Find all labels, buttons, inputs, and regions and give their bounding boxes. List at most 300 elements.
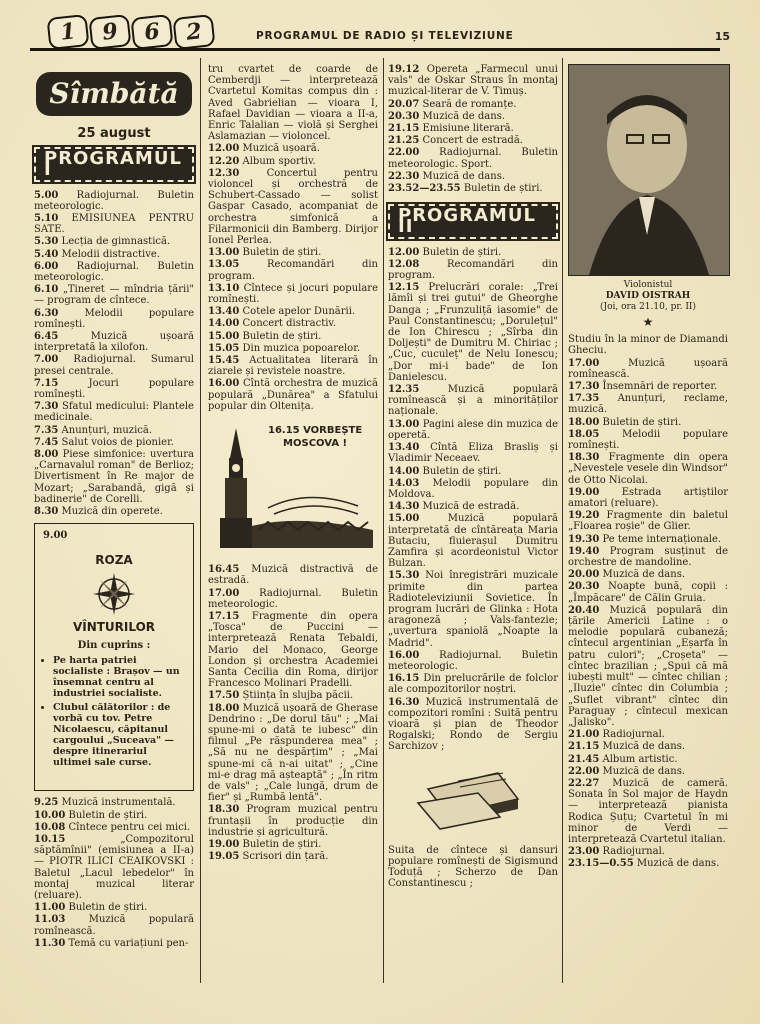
schedule-item bbox=[34, 834, 194, 901]
schedule-text: Lecția de gimnastică. bbox=[61, 236, 171, 248]
schedule-item bbox=[568, 487, 728, 509]
schedule-item bbox=[208, 703, 378, 804]
schedule-time: 12.35 bbox=[388, 384, 420, 396]
schedule-text: Muzică de dans. bbox=[602, 765, 686, 777]
schedule-text: Pe teme internaționale. bbox=[602, 533, 722, 545]
schedule-item bbox=[208, 564, 378, 586]
schedule-time: 19.00 bbox=[568, 486, 600, 498]
schedule-text: Melodii populare romînești. bbox=[34, 307, 194, 330]
schedule-time: 12.20 bbox=[208, 155, 240, 167]
schedule-text: Muzică distractivă de estradă. bbox=[208, 564, 378, 587]
schedule-text: Prelucrări corale: „Trei lămîi și trei gutui" de Gheorghe Danga ; „Frunzuliță iasomie" de Paul Constantinescu; „Dorulețul" de Ion Chirescu ; „Sîrba din Doljești" de Dumitru M. Chiriac ; „Cuc, cuculeț" de Nelu Ionescu; „Dor mi-i bade" de Ion Danielescu. bbox=[388, 282, 558, 383]
schedule-text: Muzică populară interpretată de cîntăreața Maria Butaciu, fluierașul Dumitru Zamfira și acordeonistul Victor Bulzan. bbox=[388, 513, 558, 570]
schedule-time: 8.00 bbox=[34, 449, 59, 461]
schedule-item bbox=[208, 259, 378, 281]
schedule-item bbox=[34, 914, 194, 936]
kremlin-caption-line: 16.15 VORBEȘTE bbox=[268, 425, 363, 437]
schedule-item bbox=[568, 358, 728, 380]
page-number: 15 bbox=[714, 30, 730, 43]
schedule-time: 15.30 bbox=[388, 570, 420, 582]
schedule-time: 22.00 bbox=[568, 765, 600, 777]
schedule-item bbox=[568, 605, 728, 728]
kremlin-caption-line: MOSCOVA ! bbox=[283, 438, 348, 450]
schedule-time: 5.30 bbox=[34, 236, 59, 248]
schedule-item bbox=[568, 569, 728, 580]
year-digit: 2 bbox=[172, 14, 215, 50]
schedule-text: Anunțuri, muzică. bbox=[61, 424, 153, 436]
schedule-time: 19.05 bbox=[208, 851, 240, 863]
schedule-time: 6.30 bbox=[34, 307, 59, 319]
schedule-item bbox=[34, 938, 194, 949]
schedule-time: 16.00 bbox=[208, 378, 240, 390]
schedule-item bbox=[208, 343, 378, 354]
schedule-text: Cîntece și jocuri populare romînești. bbox=[208, 282, 379, 306]
schedule-time: 21.25 bbox=[388, 135, 420, 147]
kremlin-illustration bbox=[208, 418, 378, 558]
schedule-text: Cîntă orchestra de muzică populară „Dunărea" a Sfatului popular din Oltenița. bbox=[208, 378, 378, 412]
compass-rose-icon bbox=[91, 571, 137, 617]
schedule-item bbox=[388, 673, 558, 695]
portrait-image bbox=[569, 65, 729, 275]
roza-title-2: VÎNTURILOR bbox=[72, 619, 156, 634]
schedule-time: 17.35 bbox=[568, 393, 600, 405]
schedule-text: Program muzical pentru fruntașii în producție din industrie și agricultură. bbox=[208, 804, 378, 838]
schedule-text: Muzică populară din țările Americii Latine : o melodie populară cubaneză; cîntecul argentinian „Eșarfa în patru culori"; „Croșeta" — cîntec brazilian ; „Spui că mă iubești mult" — cîntec chilian ; „Iluzie" cîntec din Columbia ; „Suflet vibrant" cîntec din Paraguay ; cîntecul mexican „Jalisko". bbox=[568, 604, 728, 728]
year-digit: 9 bbox=[88, 14, 131, 50]
box-bullet: • Clubul călătorilor : de vorbă cu tov. Petre Nicolaescu, căpitanul cargoului „Suceava" — despre itinerariul ultimei sale curse. bbox=[53, 702, 185, 768]
schedule-time: 15.00 bbox=[388, 513, 420, 525]
caption-role: Violonistul bbox=[623, 280, 673, 290]
schedule-time: 19.40 bbox=[568, 545, 600, 557]
schedule-item bbox=[388, 123, 558, 134]
schedule-time: 13.00 bbox=[208, 247, 240, 259]
schedule-text: Melodii populare romînești. bbox=[568, 428, 728, 452]
schedule-item bbox=[568, 546, 728, 568]
schedule-item bbox=[208, 378, 378, 412]
schedule-time: 21.15 bbox=[568, 741, 600, 753]
schedule-time: 19.12 bbox=[388, 64, 420, 75]
schedule-list bbox=[388, 247, 558, 753]
schedule-time: 15.05 bbox=[208, 342, 240, 354]
schedule-item bbox=[34, 354, 194, 376]
schedule-item bbox=[34, 449, 194, 505]
schedule-text: Muzică de dans. bbox=[602, 569, 686, 581]
schedule-item bbox=[34, 437, 194, 448]
schedule-text: Muzică din operete. bbox=[61, 506, 163, 518]
schedule-item bbox=[388, 466, 558, 477]
schedule-item bbox=[388, 650, 558, 672]
schedule-time: 12.15 bbox=[388, 282, 420, 294]
schedule-text: Muzică de dans. bbox=[602, 741, 686, 753]
schedule-time: 17.50 bbox=[208, 690, 240, 702]
schedule-item bbox=[568, 846, 728, 857]
caption-note: (Joi, ora 21.10, pr. II) bbox=[600, 302, 696, 312]
program-2-heading: PROGRAMUL II bbox=[388, 204, 558, 238]
schedule-text: Radiojurnal. Sumarul presei centrale. bbox=[34, 354, 194, 377]
schedule-time: 17.00 bbox=[208, 587, 240, 599]
schedule-item bbox=[388, 247, 558, 258]
schedule-text: Muzică populară romînească. bbox=[34, 914, 194, 937]
schedule-item bbox=[388, 64, 558, 98]
schedule-text: „Tineret — mîndria țării" — program de cîntece. bbox=[34, 284, 194, 307]
schedule-time: 7.00 bbox=[34, 354, 59, 366]
schedule-time: 15.00 bbox=[208, 330, 240, 342]
schedule-item bbox=[208, 168, 378, 246]
schedule-list bbox=[34, 797, 194, 949]
schedule-text: Muzică de dans. bbox=[636, 858, 720, 870]
schedule-item bbox=[208, 143, 378, 154]
schedule-item bbox=[568, 510, 728, 532]
schedule-item bbox=[388, 282, 558, 383]
schedule-text: Radiojurnal. Buletin meteorologic. bbox=[34, 260, 194, 284]
schedule-text: Album sportiv. bbox=[242, 155, 316, 167]
schedule-text: Însemnări de reporter. bbox=[602, 381, 718, 393]
schedule-time: 17.00 bbox=[568, 357, 600, 369]
schedule-text: Melodii distractive. bbox=[61, 248, 160, 260]
schedule-time: 20.07 bbox=[388, 98, 420, 110]
schedule-text: Radiojurnal. Buletin meteorologic. Sport. bbox=[388, 147, 558, 170]
schedule-text: tru cvartet de coarde de Cemberdji — interpretează Cvartetul Komitas compus din : Aved Gabrielian — vioara I, Rafael Davidian — vioara a II-a, Enric Talalian — violă și Serghei Aslamazian — violoncel. bbox=[208, 64, 378, 143]
schedule-item bbox=[34, 401, 194, 423]
schedule-text: Cotele apelor Dunării. bbox=[242, 306, 356, 318]
schedule-time: 11.00 bbox=[34, 902, 66, 914]
schedule-time: 21.15 bbox=[388, 123, 420, 135]
column-divider bbox=[383, 58, 384, 983]
schedule-text: Fragmente din baletul „Floarea roșie" de Glier. bbox=[568, 510, 728, 533]
schedule-item bbox=[208, 851, 378, 862]
schedule-item bbox=[568, 754, 728, 765]
schedule-text: Muzică populară romînească și a minorităților naționale. bbox=[388, 384, 558, 418]
schedule-time: 15.45 bbox=[208, 355, 240, 367]
column-1 bbox=[34, 64, 194, 950]
schedule-item bbox=[388, 135, 558, 146]
schedule-text: Cîntece pentru cei mici. bbox=[68, 821, 191, 833]
schedule-text: Muzică ușoară interpretată la xilofon. bbox=[34, 331, 194, 354]
schedule-item bbox=[388, 478, 558, 500]
schedule-time: 17.30 bbox=[568, 381, 600, 393]
schedule-item bbox=[34, 190, 194, 212]
schedule-text: Muzică de dans. bbox=[422, 110, 506, 122]
schedule-time: 13.40 bbox=[208, 306, 240, 318]
schedule-list bbox=[568, 358, 728, 870]
schedule-item bbox=[34, 506, 194, 517]
schedule-time: 22.27 bbox=[568, 777, 600, 789]
schedule-time: 10.08 bbox=[34, 821, 66, 833]
schedule-text: Scrisori din țară. bbox=[242, 851, 329, 863]
schedule-time: 14.00 bbox=[388, 465, 420, 477]
schedule-text: Muzică de cameră. Sonata în Sol major de Haydn — interpretează pianista Rodica Șuțu; Cvartetul în mi minor de Verdi — interpretează Cvartetul italian. bbox=[568, 777, 728, 845]
schedule-text: Anunțuri, reclame, muzică. bbox=[568, 393, 728, 416]
schedule-item bbox=[568, 393, 728, 415]
schedule-item bbox=[34, 284, 194, 306]
schedule-text: Noi înregistrări muzicale primite din partea Radioteleviziunii Sovietice. În program lucrări de Glinka : Hota aragoneză ; Vals-fantezie; „uvertura spaniolă „Noapte la Madrid". bbox=[388, 570, 559, 649]
schedule-item bbox=[34, 331, 194, 353]
schedule-item bbox=[388, 419, 558, 441]
books-illustration bbox=[388, 759, 558, 839]
schedule-text: EMISIUNEA PENTRU SATE. bbox=[34, 213, 194, 236]
schedule-text: Recomandări din program. bbox=[208, 259, 378, 282]
schedule-text: Radiojurnal. bbox=[602, 729, 665, 741]
column-3 bbox=[388, 64, 558, 890]
schedule-text: Radiojurnal. Buletin meteorologic. bbox=[34, 189, 194, 212]
oistrah-photo bbox=[568, 64, 730, 276]
schedule-text: Concertul pentru violoncel și orchestră de Schubert-Cassado — solist Gaspar Casado, acompaniat de orchestra simfonică a Filarmonicii din Bamberg. Dirijor Ionel Perlea. bbox=[208, 167, 378, 247]
schedule-text: Fragmente din opera „Nevestele vesele din Windsor" de Otto Nicolai. bbox=[568, 452, 728, 486]
schedule-item bbox=[568, 729, 728, 740]
schedule-item bbox=[568, 534, 728, 545]
schedule-text: Buletin de știri. bbox=[422, 465, 502, 477]
box-time: 9.00 bbox=[43, 530, 68, 542]
schedule-text: Recomandări din program. bbox=[388, 258, 558, 282]
schedule-time: 19.20 bbox=[568, 510, 600, 522]
schedule-list bbox=[208, 564, 378, 862]
kremlin-caption bbox=[268, 424, 362, 450]
caption-name: DAVID OISTRAH bbox=[605, 291, 691, 301]
photo-caption bbox=[568, 280, 728, 313]
schedule-time: 7.15 bbox=[34, 377, 59, 389]
schedule-text: Album artistic. bbox=[602, 753, 678, 765]
schedule-text: Emisiune literară. bbox=[422, 123, 514, 135]
schedule-time: 7.30 bbox=[34, 401, 59, 413]
schedule-time: 19.30 bbox=[568, 533, 600, 545]
schedule-time: 22.30 bbox=[388, 170, 420, 182]
schedule-text: „Compozitorul săptămînii" (emisiunea a II-a) — PIOTR ILICI CEAIKOVSKI : Baletul „Lacul lebedelor" în montaj muzical literar (reluare). bbox=[34, 833, 194, 901]
year-digit: 6 bbox=[130, 14, 173, 50]
schedule-item bbox=[34, 810, 194, 821]
schedule-item bbox=[568, 766, 728, 777]
schedule-time: 7.35 bbox=[34, 424, 59, 436]
schedule-item bbox=[388, 99, 558, 110]
schedule-time: 10.15 bbox=[34, 833, 66, 845]
schedule-text: Muzică de estradă. bbox=[422, 501, 520, 513]
column-2 bbox=[208, 64, 378, 863]
schedule-item bbox=[208, 64, 378, 142]
column-divider bbox=[200, 58, 201, 983]
schedule-text: Piese simfonice: uvertura „Carnavalul roman" de Berlioz; Divertisment în Re major de Mozart; „Sarabandă, gigă și badinerie" de Corelli. bbox=[34, 449, 194, 505]
box-bullet: • Pe harta patriei socialiste : Brașov — un însemnat centru al industriei socialiste. bbox=[53, 655, 185, 699]
schedule-text: Radiojurnal. bbox=[602, 846, 665, 858]
schedule-time: 16.00 bbox=[388, 649, 420, 661]
schedule-time: 16.30 bbox=[388, 696, 420, 708]
schedule-time: 13.10 bbox=[208, 282, 240, 294]
schedule-time: 13.05 bbox=[208, 259, 240, 271]
schedule-item bbox=[568, 741, 728, 752]
schedule-text: Muzică ușoară. bbox=[242, 143, 320, 155]
schedule-text: Opereta „Farmecul unui vals" de Oskar Straus în montaj muzical-literar de V. Timuș. bbox=[388, 64, 558, 98]
schedule-text: Muzică instrumentală de compozitori romîni : Suită pentru vioară și pian de Theodor Rogalski; Rondo de Sergiu Sarchizov ; bbox=[388, 696, 558, 753]
schedule-item bbox=[208, 588, 378, 610]
schedule-text: Concert distractiv. bbox=[242, 318, 337, 330]
schedule-text: Buletin de știri. bbox=[242, 247, 322, 259]
schedule-item bbox=[208, 318, 378, 329]
schedule-time: 7.45 bbox=[34, 436, 59, 448]
schedule-item-text: Studiu în la minor de Diamandi Gheciu. bbox=[568, 334, 728, 357]
schedule-text: Sfatul medicului: Plantele medicinale. bbox=[34, 401, 194, 424]
schedule-text: Noapte bună, copii : „Împăcare" de Călin Gruia. bbox=[568, 581, 728, 604]
schedule-time: 21.45 bbox=[568, 753, 600, 765]
year-digit: 1 bbox=[46, 14, 89, 50]
column-divider bbox=[562, 58, 563, 983]
schedule-item bbox=[568, 381, 728, 392]
schedule-item bbox=[388, 570, 558, 648]
schedule-time: 18.00 bbox=[568, 416, 600, 428]
schedule-item bbox=[208, 331, 378, 342]
schedule-text: Buletin de știri. bbox=[422, 246, 502, 258]
schedule-item bbox=[388, 171, 558, 182]
schedule-item bbox=[388, 384, 558, 418]
day-title: Sîmbătă bbox=[36, 72, 192, 116]
schedule-time: 13.40 bbox=[388, 442, 420, 454]
date-line: 25 august bbox=[77, 126, 151, 141]
schedule-list bbox=[388, 64, 558, 194]
schedule-text: Buletin de știri. bbox=[242, 838, 322, 850]
schedule-text: Program susținut de orchestre de mandoline. bbox=[568, 545, 729, 569]
schedule-time: 6.00 bbox=[34, 260, 59, 272]
schedule-time: 17.15 bbox=[208, 610, 240, 622]
schedule-text: Melodii populare din Moldova. bbox=[388, 477, 558, 500]
schedule-text: Muzică ușoară romînească. bbox=[568, 357, 728, 380]
box-contents-label: Din cuprins : bbox=[77, 639, 151, 651]
schedule-item bbox=[208, 804, 378, 838]
schedule-item bbox=[388, 147, 558, 169]
schedule-item bbox=[34, 236, 194, 247]
roza-logo bbox=[43, 554, 185, 634]
schedule-item bbox=[208, 283, 378, 305]
schedule-item bbox=[388, 111, 558, 122]
schedule-time: 9.25 bbox=[34, 797, 59, 809]
schedule-item bbox=[388, 513, 558, 569]
schedule-time: 14.30 bbox=[388, 501, 420, 513]
schedule-text: Muzică instrumentală. bbox=[61, 797, 176, 809]
schedule-time: 10.00 bbox=[34, 809, 66, 821]
schedule-time: 23.52—23.55 bbox=[388, 183, 461, 195]
schedule-text: Buletin de știri. bbox=[463, 183, 543, 195]
program-1-heading: PROGRAMUL I bbox=[34, 147, 194, 181]
schedule-item bbox=[208, 306, 378, 317]
box-bullet-list bbox=[43, 655, 185, 768]
schedule-time: 11.30 bbox=[34, 937, 66, 949]
schedule-time: 11.03 bbox=[34, 914, 66, 926]
schedule-time: 20.00 bbox=[568, 569, 600, 581]
schedule-text: Jocuri populare romînești. bbox=[34, 377, 194, 401]
schedule-item bbox=[34, 822, 194, 833]
schedule-item bbox=[208, 247, 378, 258]
schedule-item bbox=[568, 429, 728, 451]
schedule-item bbox=[34, 797, 194, 808]
schedule-time: 18.00 bbox=[208, 702, 240, 714]
column-4 bbox=[568, 64, 728, 871]
schedule-time: 12.08 bbox=[388, 258, 420, 270]
schedule-text: Temă cu variațiuni pen- bbox=[68, 937, 189, 949]
schedule-time: 18.05 bbox=[568, 428, 600, 440]
schedule-item bbox=[208, 611, 378, 689]
schedule-time: 12.00 bbox=[388, 246, 420, 258]
schedule-item bbox=[208, 839, 378, 850]
schedule-list bbox=[208, 64, 378, 412]
schedule-text: Buletin de știri. bbox=[68, 809, 148, 821]
schedule-text: Actualitatea literară în ziarele și revistele noastre. bbox=[208, 355, 378, 378]
schedule-item bbox=[568, 452, 728, 486]
schedule-text: Cîntă Eliza Brasliș și Vladimir Neceaev. bbox=[388, 442, 558, 465]
schedule-item bbox=[388, 259, 558, 281]
schedule-text: Concert de estradă. bbox=[422, 135, 523, 147]
schedule-time: 14.03 bbox=[388, 477, 420, 489]
page-title: PROGRAMUL DE RADIO ȘI TELEVIZIUNE bbox=[256, 30, 514, 42]
schedule-time: 5.00 bbox=[34, 189, 59, 201]
schedule-item bbox=[568, 858, 728, 869]
schedule-time: 19.00 bbox=[208, 838, 240, 850]
schedule-item bbox=[388, 697, 558, 753]
schedule-item bbox=[34, 261, 194, 283]
schedule-text: Muzică ușoară de Gherase Dendrino : „De dorul tău" ; „Mai spune-mi o dată te iubesc" din filmul „Pe răspunderea mea" ; „Să nu ne despărțim" ; „Mai spune-mi că n-ai uitat" ; „Cine mi-e drag mă așteaptă" ; „În ritm de vals" ; „Cale lungă, drum de fier" și „Rumbă lentă". bbox=[208, 702, 379, 804]
year-logo bbox=[48, 16, 214, 48]
books-icon bbox=[388, 759, 558, 839]
schedule-text: Știința în slujba păcii. bbox=[242, 690, 354, 702]
roza-title-1: ROZA bbox=[95, 552, 133, 567]
page-header bbox=[30, 14, 730, 50]
schedule-item bbox=[208, 156, 378, 167]
schedule-item-text: Suita de cîntece și dansuri populare romînești de Sigismund Toduță ; Scherzo de Dan Constantinescu ; bbox=[388, 844, 558, 890]
schedule-time: 6.10 bbox=[34, 284, 59, 296]
schedule-time: 18.30 bbox=[568, 452, 600, 464]
schedule-time: 16.45 bbox=[208, 564, 240, 576]
schedule-text: Buletin de știri. bbox=[68, 902, 148, 914]
schedule-item bbox=[34, 213, 194, 235]
schedule-time: 12.30 bbox=[208, 167, 240, 179]
schedule-text: Fragmente din opera „Tosca" de Puccini — interpretează Renata Tebaldi, Mario del Monaco, George London și orchestra Academiei Santa Cecilia din Roma, dirijor Francesco Molinari Pradelli. bbox=[208, 610, 378, 690]
schedule-item bbox=[388, 501, 558, 512]
schedule-item bbox=[34, 902, 194, 913]
schedule-text: Din prelucrările de folclor ale compozitorilor noștri. bbox=[388, 673, 558, 696]
schedule-time: 22.00 bbox=[388, 147, 420, 159]
schedule-item bbox=[208, 690, 378, 701]
schedule-text: Estrada artiștilor amatori (reluare). bbox=[568, 486, 728, 510]
schedule-time: 14.00 bbox=[208, 318, 240, 330]
schedule-text: Seară de romanțe. bbox=[422, 98, 517, 110]
schedule-item bbox=[34, 308, 194, 330]
schedule-time: 13.00 bbox=[388, 418, 420, 430]
schedule-time: 20.30 bbox=[568, 581, 600, 593]
schedule-text: Salut voios de pionier. bbox=[61, 436, 174, 448]
schedule-item bbox=[568, 581, 728, 603]
schedule-text: Muzică de dans. bbox=[422, 170, 506, 182]
schedule-time: 20.40 bbox=[568, 604, 600, 616]
schedule-time: 23.00 bbox=[568, 846, 600, 858]
header-divider bbox=[30, 48, 720, 51]
schedule-time: 8.30 bbox=[34, 506, 59, 518]
schedule-time: 20.30 bbox=[388, 110, 420, 122]
schedule-item bbox=[34, 378, 194, 400]
schedule-time: 5.10 bbox=[34, 213, 59, 225]
schedule-text: Din muzica popoarelor. bbox=[242, 342, 361, 354]
schedule-item bbox=[34, 249, 194, 260]
schedule-text: Radiojurnal. Buletin meteorologic. bbox=[388, 649, 558, 672]
schedule-item bbox=[568, 417, 728, 428]
schedule-text: Radiojurnal. Buletin meteorologic. bbox=[208, 587, 378, 610]
schedule-time: 16.15 bbox=[388, 673, 420, 685]
schedule-time: 23.15—0.55 bbox=[568, 858, 634, 870]
schedule-time: 6.45 bbox=[34, 331, 59, 343]
schedule-item bbox=[388, 442, 558, 464]
schedule-text: Pagini alese din muzica de operetă. bbox=[388, 418, 558, 441]
schedule-time: 18.30 bbox=[208, 804, 240, 816]
schedule-item bbox=[388, 183, 558, 194]
schedule-item bbox=[568, 778, 728, 845]
schedule-text: Buletin de știri. bbox=[242, 330, 322, 342]
roza-vanturilor-box bbox=[34, 523, 194, 791]
schedule-time: 21.00 bbox=[568, 729, 600, 741]
schedule-list bbox=[34, 190, 194, 518]
